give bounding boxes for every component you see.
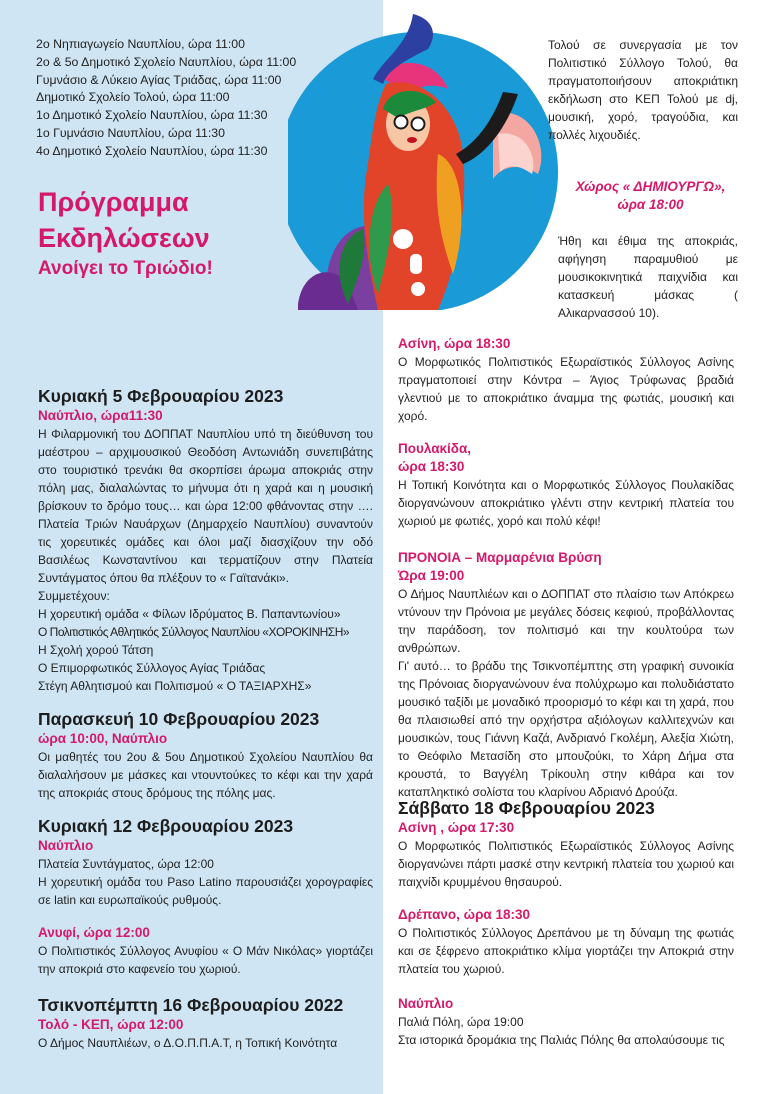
participants-line: Συμμετέχουν: xyxy=(38,589,110,603)
event-pronoia xyxy=(398,549,734,801)
program-title-line1: Πρόγραμμα xyxy=(38,187,189,217)
event-place: Πλατεία Συντάγματος, ώρα 12:00 xyxy=(38,857,214,871)
event-location: Ναύπλιο, ώρα11:30 xyxy=(38,408,163,423)
schools-list xyxy=(36,36,336,161)
event-thu16 xyxy=(38,994,373,1052)
event-date: Κυριακή 5 Φεβρουαρίου 2023 xyxy=(38,386,284,406)
program-heading xyxy=(38,184,278,280)
event-location: ΠΡΟΝΟΙΑ – Μαρμαρένια Βρύση xyxy=(398,550,602,565)
event-dimiourgo-text xyxy=(558,232,738,322)
event-text: Ο Μορφωτικός Πολιτιστικός Εξωραϊστικός Σύλλογος Ασίνης πραγματοποιεί στην Κόντρα – Άγιος Τρύφωνας βραδιά γλεντιού με το αποκριάτικο άναμμα της φωτιάς, μουσική και χορό. xyxy=(398,355,734,423)
school-line: Δημοτικό Σχολείο Τολού, ώρα 11:00 xyxy=(36,90,230,105)
event-text: Ήθη και έθιμα της αποκριάς, αφήγηση παραμυθιού με μουσικοκινητικά παιχνίδια και κατασκευή μάσκας ( Αλικαρνασσού 10). xyxy=(558,234,738,320)
event-text: Η χορευτική ομάδα του Paso Latino παρουσιάζει χορογραφίες σε latin και ευρωπαϊκούς ρυθμούς. xyxy=(38,875,373,907)
event-location: Τολό - ΚΕΠ, ώρα 12:00 xyxy=(38,1017,184,1032)
event-nafplio-old-town xyxy=(398,995,734,1049)
event-text: Οι μαθητές του 2ου & 5ου Δημοτικού Σχολείου Ναυπλίου θα διαλαλήσουν με μάσκες και ντουντούκες το κέφι και την χαρά της αποκριάς στους δρόμους της πόλης μας. xyxy=(38,750,373,800)
event-sat18 xyxy=(398,797,734,891)
event-date: Παρασκευή 10 Φεβρουαρίου 2023 xyxy=(38,709,320,729)
event-time: Ώρα 19:00 xyxy=(398,568,465,583)
program-title-line2: Εκδηλώσεων xyxy=(38,223,210,253)
participants-line: Ο Επιμορφωτικός Σύλλογος Αγίας Τριάδας xyxy=(38,661,266,675)
school-line: Γυμνάσιο & Λύκειο Αγίας Τριάδας, ώρα 11:00 xyxy=(36,72,282,87)
event-sun5 xyxy=(38,385,373,695)
participants-line: Η Σχολή χορού Τάτση xyxy=(38,643,154,657)
event-location: Ασίνη , ώρα 17:30 xyxy=(398,820,515,835)
event-time: ώρα 18:30 xyxy=(398,459,465,474)
event-location: Δρέπανο, ώρα 18:30 xyxy=(398,907,530,922)
school-line: 4ο Δημοτικό Σχολείο Ναυπλίου, ώρα 11:30 xyxy=(36,143,268,158)
event-place: Παλιά Πόλη, ώρα 19:00 xyxy=(398,1015,524,1029)
school-line: 2ο Νηπιαγωγείο Ναυπλίου, ώρα 11:00 xyxy=(36,37,245,51)
program-subtitle: Ανοίγει το Τριώδιο! xyxy=(38,258,213,279)
event-fri10 xyxy=(38,708,373,802)
event-text: Γι' αυτό… το βράδυ της Τσικνοπέμπτης στη γραφική συνοικία της Πρόνοιας διοργανώνουν ένα πολύχρωμο και πολυδιάστατο μουσικό ταξίδι με μοναδικό προορισμό το κέφι και τη χαρά, που θα πλαισιωθεί από την ορχήστρα αξιόλογων καλλιτεχνών και μουσικών, τους Γιάννη Καζά, Ανδριανό Γκολέμη, Αλεξία Χιώτη, το Θεόφιλο Μετασίδη στο μπουζούκι, το Χάρη Δήμα στα κρουστά, το Βαγγέλη Τρίκουλη στην κιθάρα και τον καταπληκτικό σολίστα του κλαρίνου Αδριανό Δρούζα. xyxy=(398,659,734,799)
event-asini-1830 xyxy=(398,335,734,425)
participants-line: Η χορευτική ομάδα « Φίλων Ιδρύματος Β. Παπαντωνίου» xyxy=(38,607,341,621)
event-poulakida xyxy=(398,440,734,530)
event-location: Πουλακίδα, xyxy=(398,441,472,456)
school-line: 2ο & 5ο Δημοτικό Σχολείο Ναυπλίου, ώρα 11:00 xyxy=(36,54,297,69)
event-location: Χώρος « ΔΗΜΙΟΥΡΓΩ», ώρα 18:00 xyxy=(575,179,726,212)
event-location: ώρα 10:00, Ναύπλιο xyxy=(38,731,168,746)
event-text: Ο Δήμος Ναυπλιέων και ο ΔΟΠΠΑΤ στο πλαίσιο των Απόκρεω ντύνουν την Πρόνοια με μεγάλες δόσεις κεφιού, προβάλλοντας την παράδοση, τον πολιτισμό και την κουλτούρα των ανθρώπων. xyxy=(398,587,734,655)
participants-line: Ο Πολιτιστικός Αθλητικός Σύλλογος Ναυπλίου «ΧΟΡΟΚΙΝΗΣΗ» xyxy=(38,625,350,639)
event-location: Ανυφί, ώρα 12:00 xyxy=(38,925,150,940)
event-text: Τολού σε συνεργασία με τον Πολιτιστικό Σύλλογο Τολού, θα πραγματοποιήσουν αποκριάτικη εκδήλωση στο ΚΕΠ Τολού με dj, μουσική, χορό, τραγούδια, και πολλές λιχουδιές. xyxy=(548,38,738,142)
event-anyfi xyxy=(38,924,373,978)
event-date: Τσικνοπέμπτη 16 Φεβρουαρίου 2022 xyxy=(38,995,344,1015)
event-text: Ο Πολιτιστικός Σύλλογος Ανυφίου « Ο Μάν Νικόλας» γιορτάζει την αποκριά στο καφενείο του χωριού. xyxy=(38,944,373,976)
event-location: Ασίνη, ώρα 18:30 xyxy=(398,336,511,351)
event-date: Σάββατο 18 Φεβρουαρίου 2023 xyxy=(398,798,655,818)
event-text: Ο Πολιτιστικός Σύλλογος Δρεπάνου με τη δύναμη της φωτιάς και σε ξέφρενο αποκριάτικο κλίμα γιορτάζει την Αποκριά στην πλατεία του χωριού. xyxy=(398,926,734,976)
event-drepano xyxy=(398,906,734,978)
event-text: Η Τοπική Κοινότητα και ο Μορφωτικός Σύλλογος Πουλακίδας διοργανώνουν αποκριάτικο γλέντι στην κεντρική πλατεία του χωριού με φωτιές, χορό και πολύ κέφι! xyxy=(398,478,734,528)
event-sun12 xyxy=(38,815,373,909)
event-text: Ο Δήμος Ναυπλιέων, ο Δ.Ο.Π.Π.Α.Τ, η Τοπική Κοινότητα xyxy=(38,1036,338,1050)
event-text: Η Φιλαρμονική του ΔΟΠΠΑΤ Ναυπλίου υπό τη διεύθυνση του μαέστρου – αρχιμουσικού Θεοδόση Αντωνιάδη συνεπιβάτης στο τουριστικό τρενάκι θα σκορπίσει άρωμα αποκριάς στην πόλη μας, διαλαλώντας το μήνυμα ότι η χαρά και η μουσική βρίσκουν το δρόμο τους… και ώρα 12:00 φθάνοντας στην …. Πλατεία Τριών Ναυάρχων (Δημαρχείο Ναυπλίου) συναντούν τις χορευτικές ομάδες και όλοι μαζί διασχίζουν την οδό Βασιλέως Κωνσταντίνου και τερματίζουν στην Πλατεία Συντάγματος όπου θα πλέξουν το « Γαϊτανάκι». xyxy=(38,427,373,585)
participants-line: Στέγη Αθλητισμού και Πολιτισμού « Ο ΤΑΞΙΑΡΧΗΣ» xyxy=(38,679,312,693)
event-tolo-continued xyxy=(548,36,738,144)
event-text: Στα ιστορικά δρομάκια της Παλιάς Πόλης θα απολαύσουμε τις xyxy=(398,1033,725,1047)
school-line: 1ο Δημοτικό Σχολείο Ναυπλίου, ώρα 11:30 xyxy=(36,108,268,123)
event-location: Ναύπλιο xyxy=(398,996,454,1011)
event-dimiourgo xyxy=(568,178,733,214)
event-location: Ναύπλιο xyxy=(38,838,94,853)
school-line: 1ο Γυμνάσιο Ναυπλίου, ώρα 11:30 xyxy=(36,125,225,140)
event-date: Κυριακή 12 Φεβρουαρίου 2023 xyxy=(38,816,294,836)
event-text: Ο Μορφωτικός Πολιτιστικός Εξωραϊστικός Σύλλογος Ασίνης διοργανώνει πάρτι μασκέ στην κεντρική πλατεία του χωριού και παιχνίδι κρυμμένου θησαυρού. xyxy=(398,839,734,889)
